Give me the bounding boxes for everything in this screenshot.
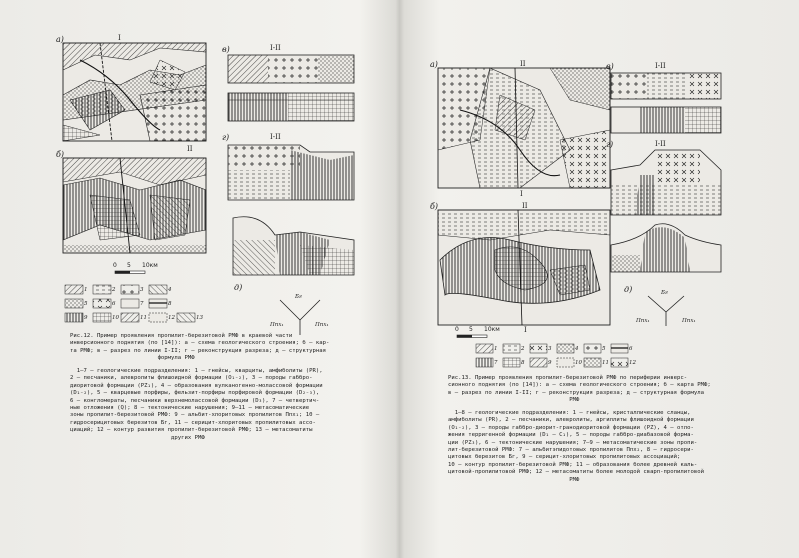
left-legend-num: 4 (168, 287, 172, 293)
right-panel-label-v: в) (606, 62, 614, 71)
right-map-a (438, 68, 610, 188)
left-formula-label: Бг (295, 294, 302, 300)
left-formula-label: Ппх₁ (315, 322, 329, 328)
left-panel-label-v: в) (222, 45, 230, 54)
left-figure-caption-body: 1–7 – геологические подразделения: 1 – гнейсы, кварциты, амфиболиты (PR), 2 – песчаники, алевролиты флишоидной формации (O₁₋₂), 3 – породы габбро- диоритовой формации (PZ₁), 4 – образования вулканогенно-молассовой формации (D₁₋₂), 5 – кварцевые порфиры, фельзит-порфиры порфировой формации (D₂₋₃), 6 – конгломераты, песчаники верхнемолассовой формации (D₃), 7 – четвертич- ные отложения (Q); 8 – тектонические нарушения; 9–11 – метасоматические зоны пропилит-березитовой РМФ: 9 – альбит-хлоритовых пропилитов Ппх₁; 10 – гидросерицитовых березитов Бг, 11 – серицит-хлоритовых пропилитовых ассо- циаций; 12 – контур развития пропилит-березитовой РМФ; 13 – метасоматиты других РМФ (70, 368, 323, 441)
left-scale-bar (115, 271, 145, 274)
right-section-g (611, 150, 721, 215)
right-legend-num: 8 (521, 360, 525, 366)
left-page-figures (0, 0, 399, 558)
left-legend-num: 7 (140, 301, 144, 307)
left-scale-zero: 0 (113, 262, 117, 269)
left-panel-label-b: б) (56, 150, 65, 159)
right-legend-num: 4 (575, 346, 579, 352)
right-panel-label-d: д) (624, 285, 633, 294)
left-section-reconstruction (233, 217, 354, 275)
right-section-label-5: II (522, 202, 528, 210)
left-legend-num: 3 (140, 287, 144, 293)
right-formula-label: Ппх₁ (636, 318, 650, 324)
right-panel-label-g: г) (606, 140, 614, 149)
left-page (0, 0, 399, 558)
right-section-label-2: I-II (655, 62, 666, 70)
right-legend-num: 2 (521, 346, 525, 352)
left-legend-num: 9 (84, 315, 88, 321)
right-scale-bar (457, 335, 487, 338)
right-legend-num: 1 (494, 346, 498, 352)
left-panel-label-d: д) (234, 283, 243, 292)
right-map-b (438, 210, 610, 325)
left-section-label-3: I-II (270, 133, 281, 141)
left-legend-num: 12 (168, 315, 175, 321)
right-formula-label: Бг (661, 290, 668, 296)
left-figure-caption-title: Рис.12. Пример проявления пропилит-березитовой РМФ в краевой части инверсионного поднятия (по [14]): а – схема геологического строения; б – кар- та РМФ; в – разрез по линии I-II; г – реконструкция разреза; д – структурная формула РМФ (70, 333, 330, 362)
right-legend-num: 9 (548, 360, 552, 366)
right-figure-caption-body: 1–8 – геологические подразделения: 1 – гнейсы, кристаллические сланцы, амфиболиты (PR), 2 – песчаники, алевролиты, аргиллиты флишоидной формации (O₁₋₂), 3 – породы габбро-диорит-гранодиоритовой формации (PZ), 4 – отло- жения терригенной формации (D₁ – C₁), 5 – породы габбро-диабазовой форма- ции (PZ₃), 6 – тектонические нарушения; 7–9 – метасоматические зоны пропи- лит-березитовой РМФ: 7 – альбитэпидотовых пропилитов Ппх₂, 8 – гидросери- цитовых березитов Бг, 9 – серицит-хлоритовых пропилитовых ассоциаций; 10 – контур пропилит-березитовой РМФ; 11 – образования более древней каль- цитовой-пропилитовой РМФ; 12 – метасоматиты более молодой сварп-пропилитовой РМФ (448, 410, 704, 483)
right-legend-num: 5 (602, 346, 606, 352)
left-panel-label-a: а) (56, 35, 64, 44)
right-page (400, 0, 799, 558)
left-legend-num: 1 (84, 287, 88, 293)
left-formula-label: Ппх₁ (270, 322, 284, 328)
right-section-label-1: II (520, 60, 526, 68)
left-legend-num: 13 (196, 315, 203, 321)
right-legend-num: 12 (629, 360, 636, 366)
left-section-label-2: I-II (270, 44, 281, 52)
left-map-b (63, 158, 206, 253)
left-legend-num: 5 (84, 301, 88, 307)
right-section-label-3: I-II (655, 140, 666, 148)
right-section-reconstruction (611, 224, 721, 272)
right-panel-label-b: б) (430, 202, 439, 211)
left-legend-num: 11 (140, 315, 147, 321)
left-scale-end: 10км (142, 262, 158, 269)
left-legend-num: 6 (112, 301, 116, 307)
left-structural-formula (280, 300, 320, 335)
right-legend-num: 10 (575, 360, 582, 366)
right-figure-caption-title: Рис.13. Пример проявления пропилит-березитовой РМФ по периферии инверс- сионного поднятия (по [14]): а – схема геологического строения; б – карта РМФ; в – разрез по линии I-II; г – реконструкция разреза; д – структурная формула РМФ (448, 375, 711, 404)
right-formula-label: Ппх₁ (682, 318, 696, 324)
right-legend-num: 3 (548, 346, 552, 352)
right-scale-zero: 0 (455, 326, 459, 333)
left-section-v (228, 55, 354, 121)
right-section-v (611, 73, 721, 133)
left-section-label-1: I (118, 34, 121, 42)
left-legend-num: 8 (168, 301, 172, 307)
left-section-label-4: II (187, 145, 193, 153)
right-legend-num: 7 (494, 360, 498, 366)
right-section-label-4: I (520, 190, 523, 198)
right-scale-end: 10км (484, 326, 500, 333)
left-legend-num: 10 (112, 315, 119, 321)
left-panel-label-g: г) (222, 133, 230, 142)
right-scale-mid: 5 (469, 326, 473, 333)
left-scale-mid: 5 (127, 262, 131, 269)
left-map-a (63, 43, 206, 141)
right-structural-formula (648, 296, 684, 326)
right-panel-label-a: а) (430, 60, 438, 69)
left-legend-num: 2 (112, 287, 116, 293)
right-section-label-6: I (524, 326, 527, 334)
right-legend-num: 6 (629, 346, 633, 352)
left-section-g (228, 145, 354, 200)
right-legend-num: 11 (602, 360, 609, 366)
